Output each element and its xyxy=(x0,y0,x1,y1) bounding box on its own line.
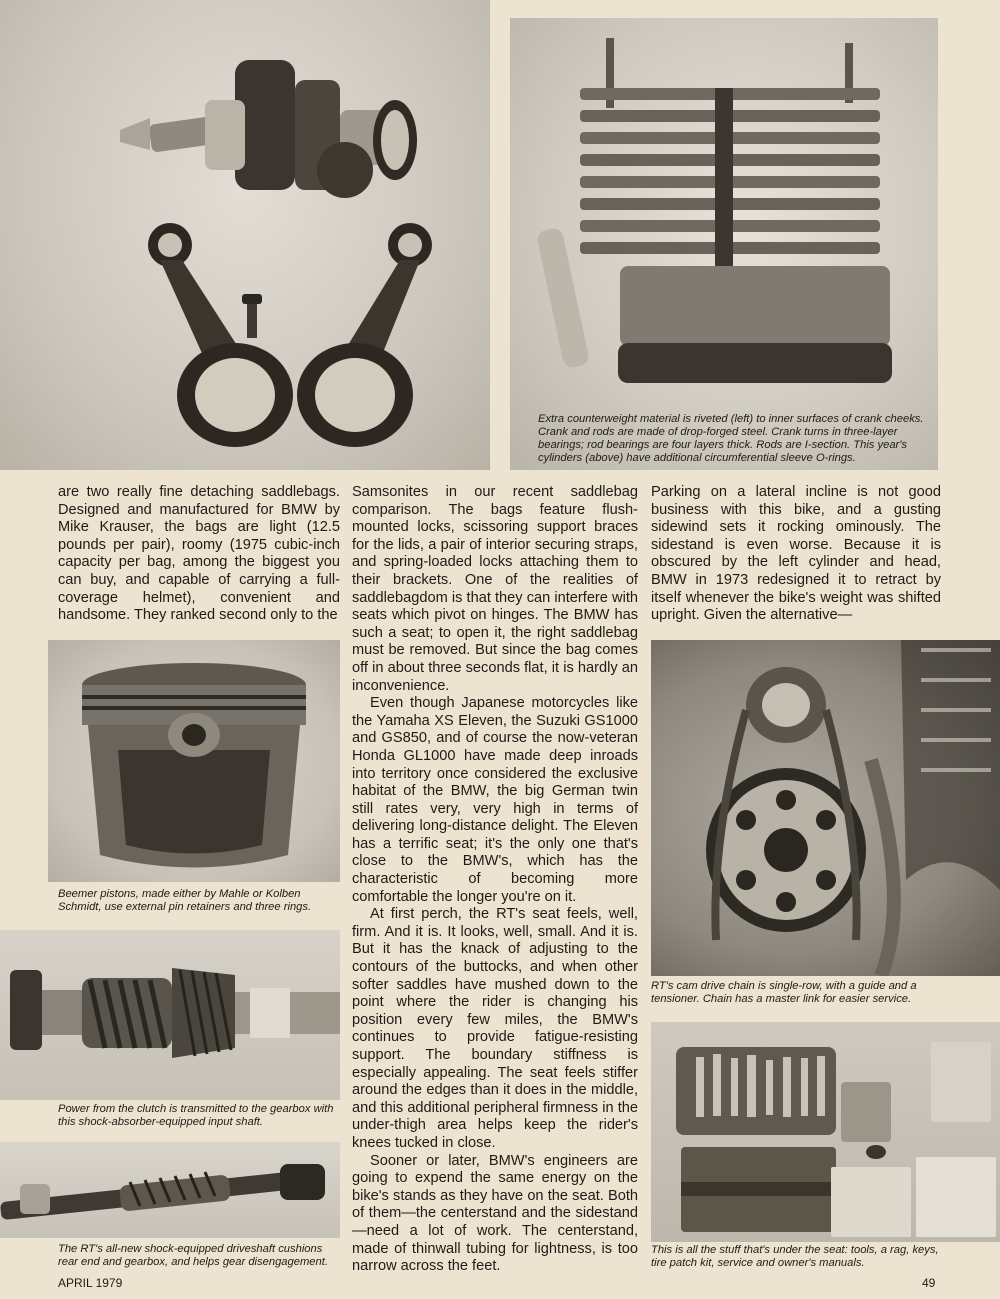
article-column-2 xyxy=(352,484,638,1276)
article-column-3 xyxy=(651,484,941,625)
caption-crank-cylinder: Extra counterweight material is riveted (left) to inner surfaces of crank cheeks. Crank and rods are made of drop-forged steel. Crank turns in three-layer bearings; rod bearings are four layers thick. Rods are I-section. This year's cylinders (above) have additional circumferential sleeve O-rings. xyxy=(538,413,924,464)
photo-input-shaft xyxy=(0,930,340,1100)
caption-cam-chain: RT's cam drive chain is single-row, with a guide and a tensioner. Chain has a master link for easier service. xyxy=(651,980,917,1005)
photo-driveshaft xyxy=(0,1142,340,1238)
column-2-paragraph-1: Samsonites in our recent saddlebag comparison. The bags feature flush-mounted locks, scissoring support braces for the lids, a pair of interior securing straps, and spring-loaded locks attaching them to their brackets. One of the realities of saddlebagdom is that they can interfere with seats which pivot on hinges. The BMW has such a seat; to open it, the right saddlebag must be removed. But since the bag comes off in about three seconds flat, it is hardly an inconvenience. xyxy=(352,484,638,694)
column-2-paragraph-2: Even though Japanese motorcycles like the Yamaha XS Eleven, the Suzuki GS1000 and GS850, and of course the now-veteran Honda GL1000 have made deep inroads into territory once considered the exclusive habitat of the BMW, the big German twin still rates very, very high in terms of delivering long-distance delight. The Eleven has a terrific seat; it's the only one that's close to the BMW's, which has the characteristic of becoming more comfortable the longer you're on it. xyxy=(352,695,638,905)
footer-page-number: 49 xyxy=(922,1276,936,1290)
caption-pistons: Beemer pistons, made either by Mahle or Kolben Schmidt, use external pin retainers and three rings. xyxy=(58,888,312,913)
column-3-paragraph: Parking on a lateral incline is not good business with this bike, and a gusting sidewind sets it rocking ominously. The sidestand is even worse. Because it is obscured by the left cylinder and head, BMW in 1973 redesigned it to retract by itself whenever the bike's weight was shifted upright. Given the alternative— xyxy=(651,484,941,624)
photo-cam-chain xyxy=(651,640,1000,976)
footer-issue: APRIL 1979 xyxy=(58,1276,123,1290)
photo-cylinder xyxy=(510,18,938,470)
article-column-1 xyxy=(58,484,340,625)
column-2-paragraph-3: At first perch, the RT's seat feels, well, firm. And it is. It looks, well, small. And it is. But it has the knack of adjusting to the contours of the buttocks, and when other softer saddles have mushed down to the point where the rider is changing his position every few miles, the BMW's continues to provide fatigue-resisting support. The boundary stiffness is especially appealing. The seat feels stiffer around the edges than it does in the middle, and this additional peripheral firmness in the under-thigh area helps keep the rider's knees tucked in close. xyxy=(352,906,638,1151)
caption-driveshaft: The RT's all-new shock-equipped driveshaft cushions rear end and gearbox, and helps gear disengagement. xyxy=(58,1243,328,1268)
caption-under-seat: This is all the stuff that's under the seat: tools, a rag, keys, tire patch kit, service and owner's manuals. xyxy=(651,1244,939,1269)
photo-under-seat-kit xyxy=(651,1022,1000,1242)
photo-crankshaft-rods xyxy=(0,0,490,470)
caption-input-shaft: Power from the clutch is transmitted to the gearbox with this shock-absorber-equipped input shaft. xyxy=(58,1103,334,1128)
photo-piston xyxy=(48,640,340,882)
column-2-paragraph-4: Sooner or later, BMW's engineers are going to expend the same energy on the bike's stands as they have on the seat. Both of them—the centerstand and the sidestand—need a lot of work. The centerstand, made of thinwall tubing for lightness, is too narrow across the feet. xyxy=(352,1152,638,1275)
column-1-paragraph: are two really fine detaching saddlebags. Designed and manufactured for BMW by Mike Krauser, the bags are light (12.5 pounds per pair), roomy (1975 cubic-inch capacity per bag, among the biggest you can buy, and capable of carrying a full-coverage helmet), convenient and handsome. They ranked second only to the xyxy=(58,484,340,624)
